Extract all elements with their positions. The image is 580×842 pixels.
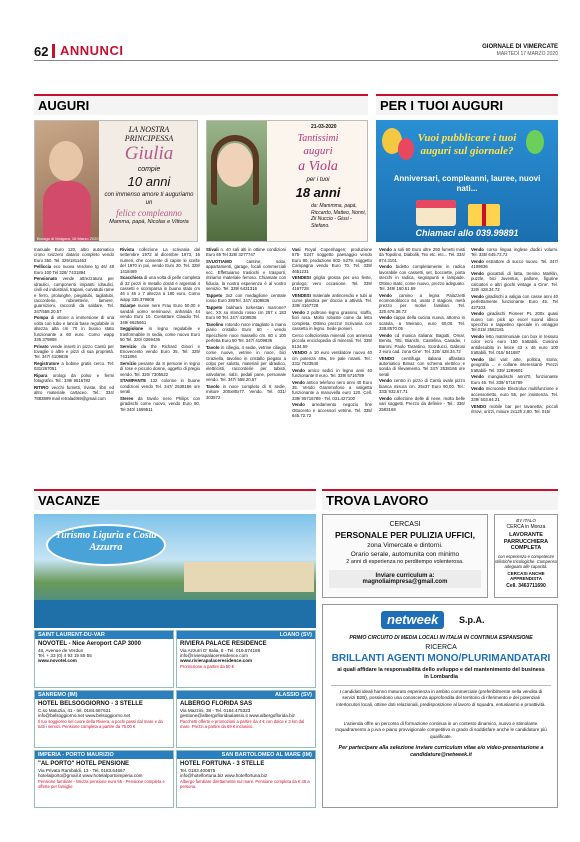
vacanze-listing [176, 630, 316, 688]
classified-ad: manuale Euro 120, altro automatico crono svizzero datario completo vendo Euro 350. Tel. 329/1811463 [34, 247, 114, 263]
section-title: ANNUNCI [60, 43, 124, 58]
listing-hotel: ALBERGO FLORIDA SAS [180, 701, 253, 707]
listing-address: Via Privata Rambaldi, 13 - Tel. 0183.64667 [38, 768, 126, 773]
classified-ad: Pelliccia eco nuova Verdone tg 46/ 48 Euro 100 Tel 328/ 7431894 [34, 264, 114, 275]
giulia-felice: felice compleanno [116, 208, 182, 218]
classified-ad: Tappeto 3x2 con medaglione centrale rosso Euro 280Tel. 347/ 4109836 [206, 292, 286, 304]
giulia-name: Giulia [124, 143, 174, 164]
listing-region: SAINT LAURENT-DU-VAR [35, 631, 173, 639]
girl-hair-shape [211, 135, 259, 205]
classified-column-4 [292, 247, 372, 483]
cake-icon [416, 200, 456, 226]
vacanze-heading: VACANZE [34, 489, 316, 510]
classified-column-6 [471, 247, 558, 483]
giulia-caption: Burago di Molgora, 16 Marzo 2020 [37, 236, 99, 241]
netweek-ricerca: RICERCA [425, 644, 457, 651]
vacanze-listings [34, 630, 316, 808]
classified-column-1 [34, 247, 114, 483]
gift-icon [468, 204, 500, 226]
classified-ad: Cerco collezionista minerali con annessa piccola enciclopedia di minerali. Tel. 339/ 5134.59 [292, 332, 372, 349]
ad2-req: con esperienza e competenze stilistiche tricologiche. Compenso adeguato alle capacità. [495, 553, 557, 569]
issue-date: MARTEDÌ 17 MARZO 2020 [496, 51, 558, 57]
classified-ad: Vendo estrattore di succo nuovo. Tel. 347/ 4109836 [471, 259, 558, 270]
divider [331, 685, 551, 686]
girl-face-shape [49, 141, 83, 181]
classified-ad: Servizio da the Richard Ginori e Enovecento vendo Euro 35. Tel. 329/ 7431894 [120, 343, 200, 360]
classified-ad: Vendo amico sedici in legno anni 40 funzionante 8 euro. Tel. 339/ 5716789 [292, 367, 372, 379]
classified-ad: Vendo 2 poltrone legno grassino, stoffa, fiori rosa. Molto robuste come da letto completa. Ottimo prezzo! Scrivania con cassetto in legno. Sede pionieri. [292, 310, 372, 332]
viola-name: a Viola [298, 159, 338, 174]
classified-ad: SVUOTIAMO cantine, solai, appartamenti, garage, locali commerciali ecc. Effettuiamo traslochi e trasporti, ritiriamo materiale ferroso. Chiamate con fiducia, la nostra esperienza è al vostro servizio. Tel. 339/ 6431316 [206, 259, 286, 292]
listing-hotel: "AL PORTO" HOTEL PENSIONE [38, 761, 130, 767]
classified-ad: Vendo giradischi a valigia con casse anni 40 perfettamente funzionante Euro 45. Tel 427103 [471, 293, 558, 310]
netweek-logo: netweek [381, 611, 444, 629]
ad1-exp: 2 anni di esperienza no perditempo volenterosa. [346, 559, 464, 565]
auguri-promo [376, 120, 558, 242]
listing-address: Tel. 0183.400875 [180, 768, 216, 773]
listing-web[interactable]: www.rivierapalaceresidence.com [180, 658, 253, 663]
trova-lavoro-heading: TROVA LAVORO [322, 489, 558, 510]
listing-region: ALASSIO (SV) [177, 691, 315, 699]
classified-ad: Pompa di ottone a immersione di una volta con tubo e lancia base regolabile in altezza alta cm 70 in buono stato funzionante a 60 euro. Como wapp 335.379808 [34, 315, 114, 343]
ad2-also: CERCASI ANCHE APPRENDISTA [507, 570, 545, 581]
viola-auguri: auguri [303, 145, 333, 157]
classified-ad: Vendo giocattoli di latta, trenino Marklin, puzzle, bici Juventus, pallone, figurine calciatori e altri giochi vintage a Cine'. Tel. 320/ 428.34.72 [471, 271, 558, 293]
viola-photo [207, 121, 267, 242]
classified-ad: Vendo mangiadischi anni70, funzionante Euro 45. Tel. 339/ 5716789 [471, 374, 558, 385]
ad1-email[interactable]: magnoliaimpresa@gmail.com [362, 579, 448, 585]
listing-hotel: HOTEL BELSOGGIORNO - 3 STELLE [38, 701, 143, 707]
vacanze-listing [34, 750, 174, 808]
viola-from: da: Mammma, papà, Riccardo, Matteo, Nonni, Zii Nuccio - Giusi - Stefano. [311, 203, 367, 229]
giulia-wish: con immenso amore ti auguriamo un [104, 192, 194, 206]
classified-ad: Scacchiera di una volta di pelle completa di 32 pezzi in metallo dorati e argentati 4 cassetti e scomparsa in buono stato cm 46 x 46 x 7 altezza a 180 euro. Como wapp 335.379808 [120, 275, 200, 302]
ad2-cell: Cell. 3463711690 [506, 582, 546, 589]
classified-ad: Sciarpe nuove nere Frau Euro 50,00 e sandali uomo seminuovi, anhanda 44 vendo Euro 10. Contattare Claudio Tel. 349/ 6625661 [120, 303, 200, 325]
classified-ad: Rivista collezione La scrivania dal settembre 1972 al dicembre 1973, 16 numeri, che consente di capire le scelte del 1970 in poi, vendo Euro 20. Tel. 328/ 1418489 [120, 247, 200, 274]
per-i-tuoi-auguri-heading: PER I TUOI AUGURI [376, 94, 558, 115]
netweek-desc: ai quali affidare la responsabilità dello sviluppo e del mantenimento del business in Lombardia [337, 667, 545, 680]
classified-ad: Vasi Royal Copenhagen; produzione 575- 5247 soggetto paesaggio vendo Euro 80, produzione 602- 5279, soggetto Campagna vendo Euro 70. Tel. 339/ 4651231 [292, 247, 372, 274]
header-rule [34, 60, 558, 61]
ad-parrucchiera [494, 514, 558, 598]
classified-ad: Registratore a bobine gratis cerco. Tel: 031/267051 [34, 361, 114, 372]
viola-age: 18 anni [295, 185, 341, 200]
classified-ad: Servizio pesante da 8 persone in legno di rose e piccolo donne, oggetto di pregio vendo. Tel. 320/ 7305522 [120, 361, 200, 377]
giulia-compie: compie [137, 166, 161, 173]
classified-ad: Tappeto bukhara turkestan marrone? sec. XX su stondo rosso cm 257 x 183 Euro 90 Tel. 347/ 4109836 [206, 304, 286, 321]
giulia-photo [35, 121, 99, 242]
classified-ad: Vendo giradischi Pioneer PL 200x quasi nuovo con pick up excel suond idisco specchio e tappetino speciale in omaggio Tel.015/ 2562181 [471, 311, 558, 333]
ad1-cv-label: Inviare curriculum a: [375, 573, 435, 579]
ad1-hours: Orario serale, automunita con minimo [350, 551, 460, 558]
classified-ad: Vendo antico telefono nero anni 40 Euro 35. Vendo Grammofono a valigetta funzionante a manovella euro 120. Cell. 339/ 95716789 - Tel. 031.427100 [292, 379, 372, 401]
viola-greeting [206, 120, 368, 242]
girl-shirt-shape [43, 181, 91, 242]
classified-ad: VENDO mobile bar per lavanetta; piccoli ritrovi, orizzi, misure 2x12h 2,80. Tel. 015/ [471, 403, 558, 415]
promo-headline: Vuoi pubblicare i tuoi auguri sul giornale? [417, 132, 517, 157]
classified-ad: RITIRO vecchi fumetti, riviste, libri ed altro materiale cartaceo. Tel.: 334/ 7883899 mail retraladr69@gmail.com [34, 385, 114, 401]
listing-contact[interactable]: info@rivierapalaceresidence.com [180, 653, 248, 658]
ad-netweek [322, 604, 558, 808]
giulia-line2: PRINCIPESSA [124, 134, 174, 143]
listing-web[interactable]: www.novotel.com [38, 658, 77, 663]
classified-ad: Vendo libri vari: arte, politica, storia, geografia ... e collane interessanti- Prezzi trattabili- Tel. 339/ 1289601 [471, 356, 558, 373]
vacanze-listing [176, 750, 316, 808]
listing-region: IMPERIA - PORTO MAURIZIO [35, 751, 173, 759]
ad1-cercasi: CERCASI [389, 521, 421, 528]
giulia-age: 10 anni [127, 174, 171, 189]
classified-ad: Tavolino rotondo noce intagliato a mano piano cristallo Euro 60 - vendo Specchiere noce massello cm. 60 x 100 perfetta Euro 50 Tel. 347/ 4109836 [206, 322, 286, 344]
classified-ad: Tavolo in noce completo di 6 sedie, misure 200x80x77. Vendo. Tel. 031/ 303572 [206, 383, 286, 400]
giulia-greeting [34, 120, 198, 242]
classified-ad: Vendo cappa della cucina nuova, attorno in scatola, a Meirano, euro 60,00. Tel. 338.8570.05 [379, 315, 465, 332]
listing-note: Il tuo soggiorno nel cuore della Riviera, a pochi passi dal mare e da tutti i servizi. Pensione completa a partire da 75,00 € [38, 719, 163, 729]
classified-ad: Vendo microonde Electrolux multifunzione e accessorietto, euro 55, per insistenza. Tel. 339/ 503.64.21 [471, 386, 558, 403]
listing-note: Pacchetti offerte e promozioni a partire da 4 € con dolce e 3 km dal mare. Prezzi a partire da 69 € inclusivo. [180, 719, 305, 729]
listing-contact[interactable]: info@belsoggiorno.net www.belsoggiorno.net [38, 713, 131, 718]
promo-subtitle: Anniversari, compleanni, lauree, nuovi nati... [393, 174, 541, 193]
giulia-from: Mamma, papà, Nicolas e Vittoria [109, 219, 189, 225]
classified-ad: Vendo letto matrimoniale con box in tessuto color ecrù euro 150 trattabili. Cuscino antidecubito in letice 43 x 46 euro 100 trattabili. Tel. 015/ 541687 [471, 334, 558, 356]
classified-column-5 [379, 247, 465, 483]
classified-ad: Vendo bidetto completamente in radica lavorabile con cassetti, set, bocciette, porta stecchi in radica, segnapunti e lampade. Ottimo stato, come nuovo, prezzo adeguato. Tel. 349/ 160.61.69 [379, 264, 465, 292]
classified-ad: VENDO a 10 euro ventilatore nuovo 40 cm potenza 40w, tre pale rotanti. Tel.: 331/ 7623540 [292, 350, 372, 367]
auguri-heading: AUGURI [34, 94, 368, 115]
netweek-candidates: I candidati ideali hanno maturato esperienza in ambito commerciale (preferibilmente nella vendita di servizi B2B), possiedono una conoscenza approfondita del territorio di riferimento e dei potenziali interlocutori locali, ottime doti relazionali, predisposizione al lavoro di squadra, entusiasmo e proattività. [336, 689, 546, 707]
page-number: 62 [34, 44, 49, 59]
classified-ad: Seggiolone in legno regolabile e trasformabile in sedia, come nuovo Euro 50 Tel. 320/ 0269436 [120, 326, 200, 343]
listing-region: LOANO (SV) [177, 631, 315, 639]
classified-ad: Stivali n. 40 sali alti in ottime condizioni Euro 65 Tel 328/ 3277747 [206, 247, 286, 258]
listing-address: 48, Avenue de Verdun [38, 648, 84, 653]
ad1-role: PERSONALE PER PULIZIA UFFICI, [335, 530, 475, 540]
netweek-role: BRILLANTI AGENTI MONO/PLURIMANDATARI [331, 653, 551, 664]
classified-column-2 [120, 247, 200, 483]
ad1-zone: zona Vimercate e dintorni. [367, 542, 443, 549]
header-accent-bar [52, 44, 55, 58]
classified-ad: Tavolo in ciliegio, 4 sedie, vetrine ciliegio come nuove, vetrine in noce, bici Graziella, tavolino in cristallo piegato a colpo per salotto, materiali per idraulico, elettricisti, raccorderie per tubisti, valvolame, rialzi, pedali pane, personale vendo. Tel. 347/ 558.20.57 [206, 344, 286, 383]
classified-ad: Vendo centro in pizzo di Cantù ovale pizzo bianca misura cm. 25x37 Euro 90,00. Tel.: 333/ 932.67.71 [379, 378, 465, 395]
sea-shape [34, 600, 316, 628]
publication-name: GIORNALE DI VIMERCATE [482, 44, 558, 50]
classified-ad: Ripara orologi da polso e fermi fotografici. Tel.: 339/ 9516782 [34, 373, 114, 384]
listing-note: Promozione a partire da 50 € [180, 664, 235, 669]
listing-contact[interactable]: gestione@albergofloridaalassio.it www.albergoflorida.biz [180, 713, 295, 718]
classified-ad: VENDO centrifuga italiana affastato automatico Bimaz con schema elettrico e sonda di rilevamento. Tel 347/ 2538166 ore serali [379, 355, 465, 377]
netweek-apply[interactable]: Per partecipare alla selezione inviare curriculum vitae e/o video-presentazione a candidature@netweek.it [338, 745, 544, 758]
listing-address: Via Azzurri D' Italia, 8 - Tel. 019.674188 [180, 648, 261, 653]
listing-region: SANREMO (IM) [35, 691, 173, 699]
classified-ad: Privato vende inserti in pizzo Cantù per tovaglie o altre e pizzi di sua proprietà. Tel. 347/ 4109836 [34, 343, 114, 360]
vacanze-listing [34, 630, 174, 688]
viola-tantissimi: Tantissimi [297, 133, 339, 144]
coastal-town-shape [184, 562, 314, 592]
promo-phone: Chiamaci allo 039.99891 [415, 228, 519, 238]
viola-date: 21-03-2020 [311, 124, 337, 130]
listing-hotel: RIVIERA PALACE RESIDENCE [180, 641, 267, 647]
listing-region: SAN BARTOLOMEO AL MARE (IM) [177, 751, 315, 759]
vacanze-listing [176, 690, 316, 748]
viola-per: per i tuoi [306, 177, 330, 183]
listing-contact[interactable]: hotelalporto@gmail.it www.hotelalportoimperia.com [38, 773, 143, 778]
listing-note: Pensione familiare - Mezza pensione euro 55 - Pensione completa e offerte per famiglie [38, 779, 165, 789]
listing-address: C.so Matuzia, 41 - tel. 0184.667631 [38, 708, 111, 713]
ad2-by: BY ITALO [516, 518, 536, 523]
netweek-offer: L'azienda offre un percorso di formazione continua in un contesto dinamico, nuovo e stimolante. Inquadramento a p.iva e piano provvigionale competitivo in grado di soddisfare anche le candidature più qualificate. [335, 721, 547, 739]
classified-ad: Stereo da tavolo nero Philips con giradischi come nuovo, vendo Euro 90. Tel 340/ 1699511 [120, 395, 200, 412]
classified-ad: Pensionato vende attrezzatura per idraulici, componenti impianti idraulici, civili ed industriali, trapani, curvatubi rame e ferro, prolunghe, piegatubi, tagliatubi, raccorderie, rubinetterie, lamiere, guarnizioni, raccordi da saldare. Tel. 347/558.20.57 [34, 276, 114, 314]
classified-ad: VENDESI materiale antincendio e tubi ai curve plastica per doccia a attività. Tel. 339/ 4167728 [292, 292, 372, 309]
classified-ad: Vendo arredamento negozio fine Ottocento e accessori vetrine. Tel. 335/ 645.72.72 [292, 402, 372, 419]
listing-hotel: NOVOTEL - Nice Aeroport CAP 3000 [38, 641, 141, 647]
ad2-cerca: CERCA in Monza [506, 524, 546, 530]
classified-column-3 [206, 247, 286, 483]
classified-ad: VENDESI griglia grossa per uso feste, prologo; vero occasione. Tel. 339/ 4167728 [292, 275, 372, 292]
classified-ad: STAMPANTE 132 colonne in buone condizioni vendo Tel. 347/ 2538166 ore serali [120, 378, 200, 395]
listing-address: Via Mazzini, 38 - Tel. 0184.475323 [180, 708, 251, 713]
listing-note: Albergo familiare direttamente sul mare. Pensione completa da € 45 a persona. [180, 779, 310, 789]
vacanze-promo-title: Turismo Liguria e Costa Azzurra [55, 530, 157, 553]
netweek-suffix: S.p.A. [459, 615, 485, 625]
ad2-role: LAVORANTE PARRUCCHIERA COMPLETA [503, 532, 549, 551]
classified-ad: Vendo camino a legna Palazzetti ecomonoblocco 64, usato 2 stagioni, metà prezzo per motivi familiari. Tel. 320.676.38.72 [379, 292, 465, 314]
listing-contact[interactable]: Tel. + 33 (0) 4 93 19 55 55 [38, 653, 92, 658]
giulia-line1: LA NOSTRA [128, 125, 170, 134]
classified-ad: Vendo a soli 60 Euro oltre 250 fumetti misti da Topolino, Diabolik, Tex etc. etc... Tel. 334/ 874.3101 [379, 247, 465, 263]
classified-ad: Vendo cd musica italiana: Bagutti, Omar, Benito, Titti, Bianchi, Castelina, Casadei, I Baroni, Paolo Tarantino, Scorducci, Gabrosi 2 euro cad. zona Cine'. Tel. 320/ 428.34.72 [379, 332, 465, 355]
vacanze-listing [34, 690, 174, 748]
vacanze-photo-banner [34, 514, 316, 628]
listing-hotel: HOTEL FORTUNA - 3 STELLE [180, 761, 265, 767]
netweek-primo: PRIMO CIRCUITO DI MEDIA LOCALI IN ITALIA IN CONTINUA ESPANSIONE [349, 635, 533, 641]
listing-contact[interactable]: info@hotelfortuna.biz www.hotelfortuna.biz [180, 773, 268, 778]
classified-ad: Vendo collezione delle di neve, molto belle vari soggetti. Prezzo da definire - Tel.: 336/ 2583169 [379, 395, 465, 412]
cake-frosting-shape [416, 200, 456, 208]
gift-ribbon-shape [482, 204, 486, 226]
classified-ad: Vendo corso lingua inglese dodici volumi. Tel. 335/ 645.72.72 [471, 247, 558, 258]
ad-pulizia-uffici [322, 514, 488, 598]
